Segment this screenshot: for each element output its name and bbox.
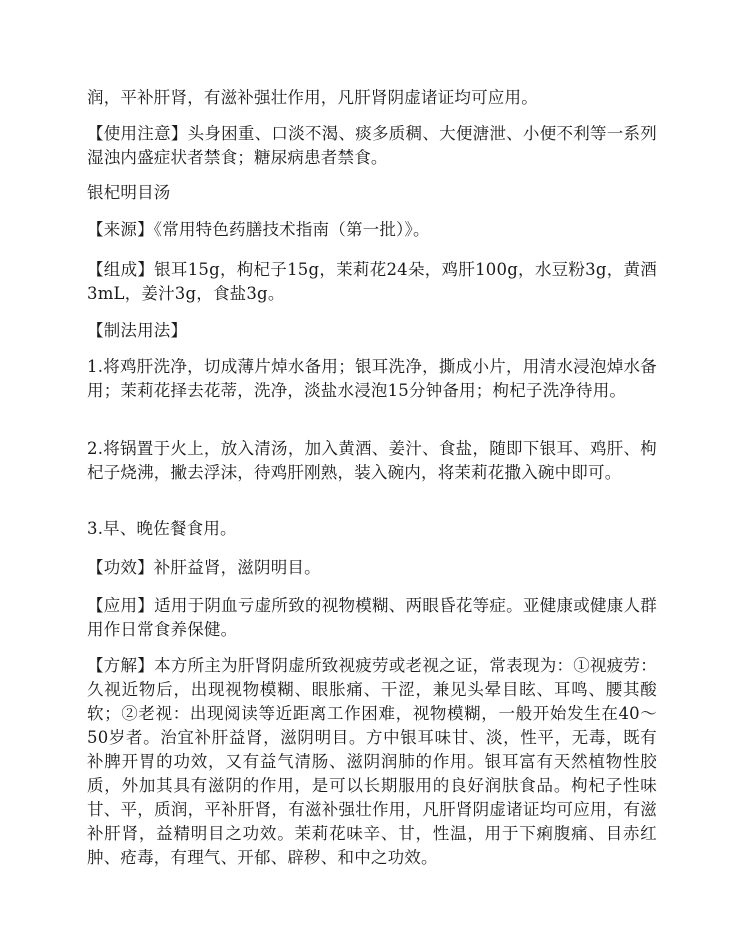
paragraph-efficacy: 【功效】补肝益肾，滋阴明目。 [87,558,321,577]
paragraph-liver-kidney-note: 润，平补肝肾，有滋补强壮作用，凡肝肾阴虚诸证均可应用。 [87,88,538,107]
step-2: 2.将锅置于火上，放入清汤，加入黄酒、姜汁、食盐，随即下银耳、鸡肝、枸杞子烧沸，撇去浮沫，待鸡肝刚熟，装入碗内，将茉莉花撒入碗中即可。 [87,439,657,482]
paragraph-application: 【应用】适用于阴血亏虚所致的视物模糊、两眼昏花等症。亚健康或健康人群用作日常食养保健。 [87,596,657,639]
recipe-title: 银杞明目汤 [87,183,171,202]
step-3: 3.早、晚佐餐食用。 [87,519,237,538]
step-1: 1.将鸡肝洗净，切成薄片焯水备用；银耳洗净，撕成小片，用清水浸泡焯水备用；茉莉花择去花蒂，洗净，淡盐水浸泡15分钟备用；枸杞子洗净待用。 [87,357,657,400]
paragraph-source: 【来源】《常用特色药膳技术指南（第一批）》。 [87,220,430,239]
paragraph-ingredients: 【组成】银耳15g，枸杞子15g，茉莉花24朵，鸡肝100g，水豆粉3g，黄酒3mL，姜汁3g，食盐3g。 [87,260,657,303]
section-heading-preparation: 【制法用法】 [87,321,188,340]
paragraph-formula-analysis: 【方解】本方所主为肝肾阴虚所致视疲劳或老视之证，常表现为：①视疲劳：久视近物后，出现视物模糊、眼胀痛、干涩，兼见头晕目眩、耳鸣、腰其酸软；②老视：出现阅读等近距离工作困难，视物模糊，一般开始发生在40～50岁者。治宜补肝益肾，滋阴明目。方中银耳味甘、淡，性平，无毒，既有补脾开胃的功效，又有益气清肠、滋阴润肺的作用。银耳富有天然植物性胶质，外加其具有滋阴的作用，是可以长期服用的良好润肤食品。枸杞子性味甘、平，质润，平补肝肾，有滋补强壮作用，凡肝肾阴虚诸证均可应用，有滋补肝肾，益精明目之功效。茉莉花味辛、甘，性温，用于下痢腹痛、目赤红肿、疮毒，有理气、开郁、辟秽、和中之功效。 [87,656,657,867]
paragraph-usage-caution: 【使用注意】头身困重、口淡不渴、痰多质稠、大便溏泄、小便不利等一系列湿浊内盛症状者禁食；糖尿病患者禁食。 [87,124,657,167]
